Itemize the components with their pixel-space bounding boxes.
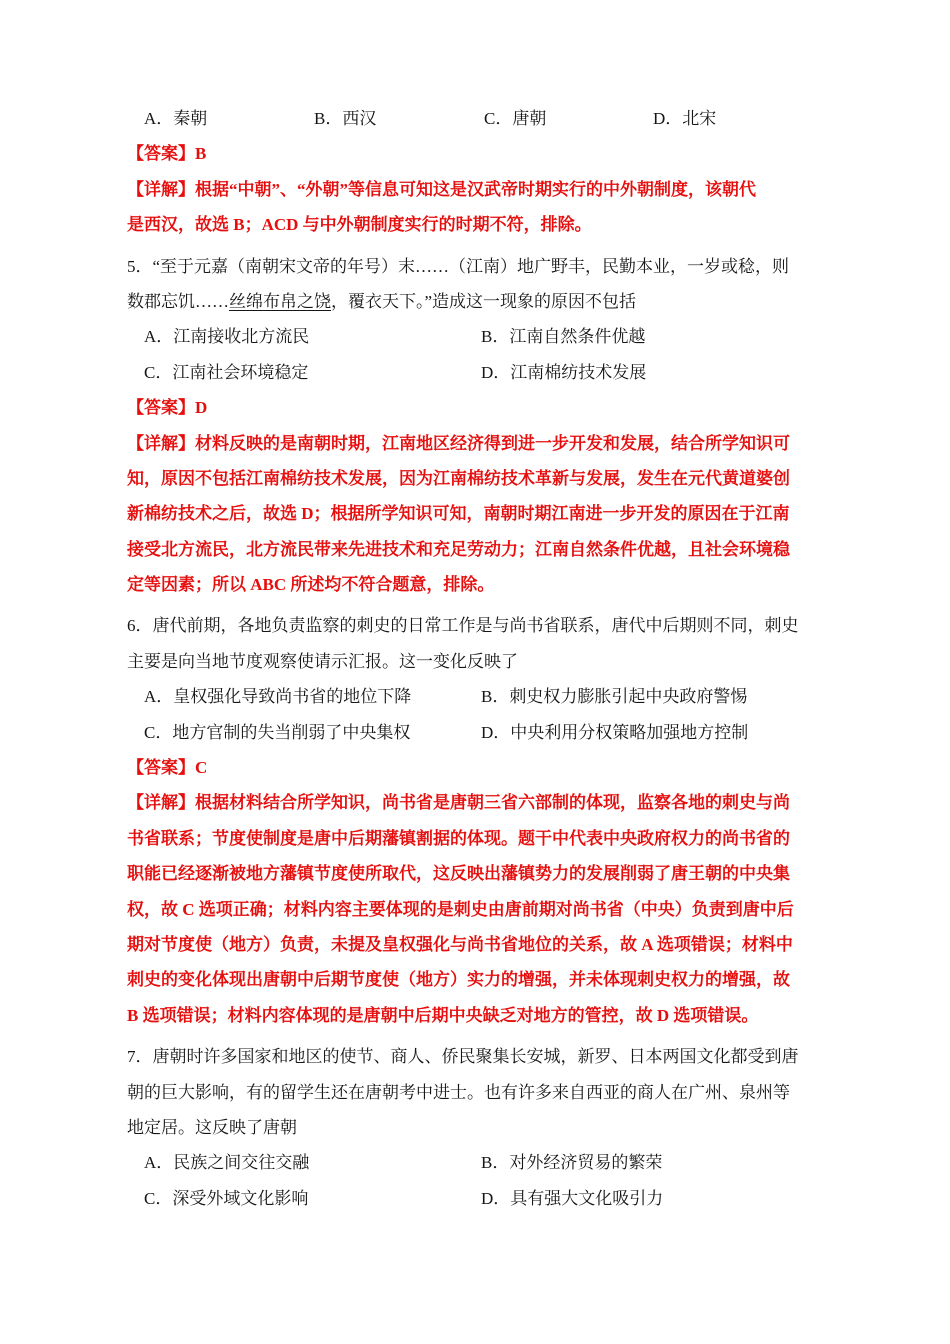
question6-detail-line: 期对节度使（地方）负责，未提及皇权强化与尚书省地位的关系，故 A 选项错误；材料中 [127,934,793,954]
question6-options-row-cd [127,715,830,750]
question6-options-row-ab [127,679,830,714]
question4-options-row [127,101,830,136]
question5-option-d: D．江南棉纺技术发展 [481,362,647,382]
question4-option-c: C．唐朝 [484,109,547,128]
question5-stem-underlined: 丝绵布帛之饶 [229,291,331,311]
question5-detail-line: 知，原因不包括江南棉纺技术发展，因为江南棉纺技术革新与发展，发生在元代黄道婆创 [127,468,790,488]
question5-option-b: B．江南自然条件优越 [481,327,646,347]
question5-stem-line: 5．“至于元嘉（南朝宋文帝的年号）末……（江南）地广野丰，民勤本业，一岁或稔，则 [127,256,790,276]
question6-detail-line: 刺史的变化体现出唐朝中后期节度使（地方）实力的增强，并未体现刺史权力的增强，故 [127,970,790,990]
question5-options-row-ab [127,319,830,354]
question5-detail-line: 【详解】材料反映的是南朝时期，江南地区经济得到进一步开发和发展，结合所学知识可 [127,433,790,453]
question5-stem-pre: 数郡忘饥…… [127,291,229,311]
question5-detail-line: 接受北方流民，北方流民带来先进技术和充足劳动力；江南自然条件优越，且社会环境稳 [127,539,790,559]
question5-detail-line: 定等因素；所以 ABC 所述均不符合题意，排除。 [127,575,495,595]
question5-stem-line [127,284,830,319]
question6-detail-line: 【详解】根据材料结合所学知识，尚书省是唐朝三省六部制的体现，监察各地的刺史与尚 [127,793,790,813]
question7-options-row-ab [127,1145,830,1180]
question5-detail-line: 新棉纺技术之后，故选 D；根据所学知识可知，南朝时期江南进一步开发的原因在于江南 [127,504,790,524]
question6-option-a: A．皇权强化导致尚书省的地位下降 [144,687,412,707]
question6-option-d: D．中央利用分权策略加强地方控制 [481,722,749,742]
question6-detail-line: B 选项错误；材料内容体现的是唐朝中后期中央缺乏对地方的管控，故 D 选项错误。 [127,1005,759,1025]
question5-options-row-cd [127,355,830,390]
question6-detail-line: 书省联系；节度使制度是唐中后期藩镇割据的体现。题干中代表中央政府权力的尚书省的 [127,828,790,848]
question6-stem-line: 6．唐代前期，各地负责监察的刺史的日常工作是与尚书省联系，唐代中后期则不同，刺史 [127,616,799,636]
question6-detail-line: 职能已经逐渐被地方藩镇节度使所取代，这反映出藩镇势力的发展削弱了唐王朝的中央集 [127,864,790,884]
question5-answer: 【答案】D [127,398,208,418]
question4-answer: 【答案】B [127,144,207,164]
question7-option-b: B．对外经济贸易的繁荣 [481,1153,663,1173]
question4-option-a: A．秦朝 [144,109,208,128]
question5-stem-post: ，覆衣天下。”造成这一现象的原因不包括 [331,291,637,311]
question6-detail-line: 权，故 C 选项正确；材料内容主要体现的是刺史由唐前期对尚书省（中央）负责到唐中后 [127,899,794,919]
question7-option-a: A．民族之间交往交融 [144,1153,310,1173]
question4-option-b: B．西汉 [314,109,377,128]
question4-option-d: D．北宋 [653,109,717,128]
question7-option-c: C．深受外域文化影响 [144,1188,309,1208]
question6-option-b: B．刺史权力膨胀引起中央政府警惕 [481,687,748,707]
question7-option-d: D．具有强大文化吸引力 [481,1188,664,1208]
question7-stem-line: 7．唐朝时许多国家和地区的使节、商人、侨民聚集长安城，新罗、日本两国文化都受到唐 [127,1047,799,1067]
question4-detail-line: 【详解】根据“中朝”、“外朝”等信息可知这是汉武帝时期实行的中外朝制度，该朝代 [127,179,756,199]
question7-stem-line: 朝的巨大影响，有的留学生还在唐朝考中进士。也有许多来自西亚的商人在广州、泉州等 [127,1082,790,1102]
question7-stem-line: 地定居。这反映了唐朝 [127,1117,297,1137]
question7-options-row-cd [127,1181,830,1216]
question6-option-c: C．地方官制的失当削弱了中央集权 [144,722,411,742]
question5-option-a: A．江南接收北方流民 [144,327,310,347]
question5-option-c: C．江南社会环境稳定 [144,362,309,382]
question4-detail-line: 是西汉，故选 B；ACD 与中外朝制度实行的时期不符，排除。 [127,215,592,235]
question6-answer: 【答案】C [127,758,208,778]
question6-stem-line: 主要是向当地节度观察使请示汇报。这一变化反映了 [127,651,518,671]
